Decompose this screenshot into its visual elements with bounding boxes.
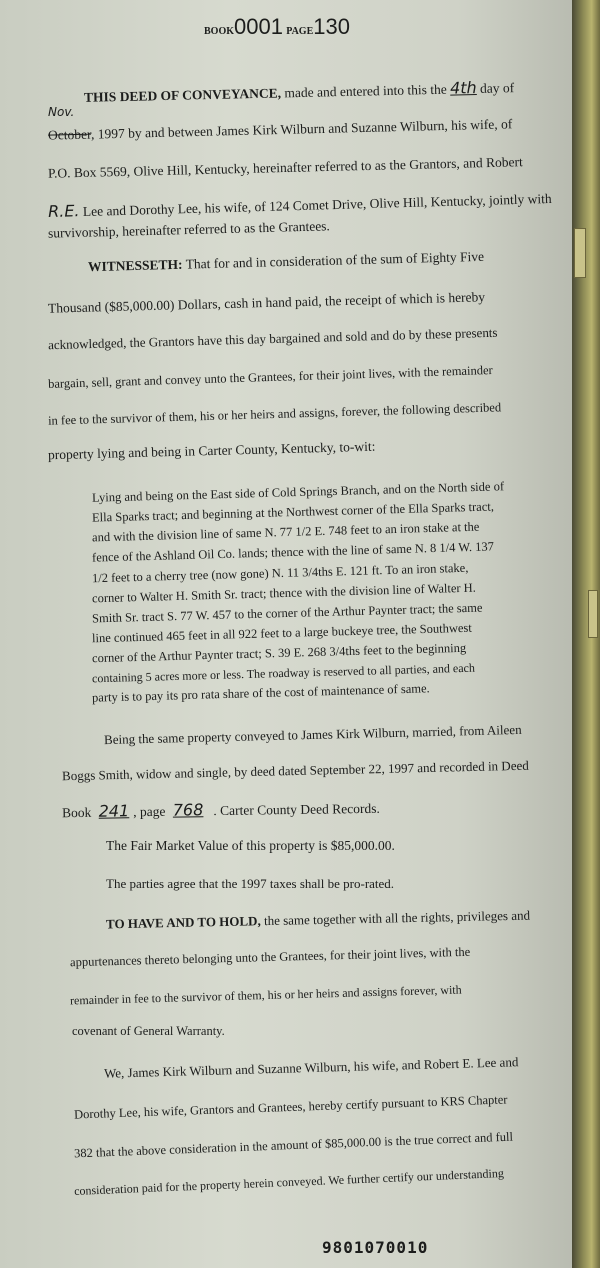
cert-line-3: 382 that the above consideration in the amount of $85,000.00 is the true correct and full — [73, 1129, 514, 1161]
witnesseth-heading: WITNESSETH: — [87, 256, 183, 275]
deed-line-9 — [48, 363, 493, 392]
deed-text: the same together with all the rights, privileges and — [260, 907, 531, 929]
desc-line-2: Ella Sparks tract; and beginning at the Northwest corner of the Ella Sparks tract, — [91, 499, 495, 525]
deed-text: survivorship, hereinafter referred to as the Grantees. — [47, 218, 331, 241]
deed-text: , 1997 by and between James Kirk Wilburn and Suzanne Wilburn, his wife, of — [90, 116, 513, 142]
deed-text: , page — [133, 803, 169, 820]
deed-text: P.O. Box 5569, Olive Hill, Kentucky, hereinafter referred to as the Grantors, and Robert — [47, 154, 523, 181]
document-number: 9801070010 — [322, 1238, 429, 1257]
page-tab — [574, 228, 586, 278]
habendum-heading: TO HAVE AND TO HOLD, — [105, 913, 261, 932]
habendum-line-2: appurtenances thereto belonging unto the Grantees, for their joint lives, with the — [69, 944, 471, 970]
handwritten-deed-page: 768 — [172, 800, 204, 820]
page-label: PAGE — [286, 26, 314, 37]
deed-line-2 — [48, 116, 513, 143]
handwritten-month — [48, 104, 74, 120]
cert-line-2: Dorothy Lee, his wife, Grantors and Grantees, hereby certify pursuant to KRS Chapter — [73, 1092, 508, 1122]
book-number: 0001 — [234, 14, 283, 39]
habendum-line-1 — [106, 908, 530, 933]
handwritten-initial: R.E. — [47, 201, 80, 222]
deed-text: day of — [476, 80, 515, 96]
habendum-line-4: covenant of General Warranty. — [72, 1024, 225, 1038]
handwritten-deed-book: 241 — [98, 801, 130, 821]
deed-text: That for and in consideration of the sum of Eighty Five — [182, 248, 485, 272]
taxes-statement: The parties agree that the 1997 taxes shall be pro-rated. — [106, 876, 395, 891]
desc-line-9: corner of the Arthur Paynter tract; S. 39 E. 268 3/4ths feet to the beginning — [91, 640, 467, 666]
source-line-1: Being the same property conveyed to James Kirk Wilburn, married, from Aileen — [103, 721, 522, 748]
deed-line-3 — [48, 154, 523, 182]
fair-market-value: The Fair Market Value of this property is $85,000.00. — [106, 838, 395, 853]
deed-text: Thousand ($85,000.00) Dollars, cash in hand paid, the receipt of which is hereby — [47, 289, 486, 316]
deed-line-10 — [48, 400, 501, 428]
deed-line-6 — [88, 249, 484, 275]
desc-line-4: fence of the Ashland Oil Co. lands; thence with the line of same N. 8 1/4 W. 137 — [91, 539, 495, 565]
desc-line-7: Smith Sr. tract S. 77 W. 457 to the corner of the Arthur Paynter tract; the same — [91, 600, 483, 626]
desc-line-3: and with the division line of same N. 77 1/2 E. 748 feet to an iron stake at the — [91, 519, 480, 545]
source-line-2: Boggs Smith, widow and single, by deed dated September 22, 1997 and recorded in Deed — [61, 757, 529, 784]
book-line — [62, 798, 380, 821]
desc-line-1: Lying and being on the East side of Cold Springs Branch, and on the North side of — [91, 479, 505, 505]
deed-line-8 — [48, 325, 498, 354]
deed-text: Lee and Dorothy Lee, his wife, of 124 Comet Drive, Olive Hill, Kentucky, jointly with — [79, 190, 552, 220]
deed-line-1 — [84, 77, 515, 106]
deed-line-7 — [48, 289, 485, 316]
deed-text: property lying and being in Carter County, Kentucky, to-wit: — [47, 438, 376, 463]
deed-text: . Carter County Deed Records. — [213, 800, 380, 819]
deed-text: made and entered into this the — [280, 81, 451, 101]
cert-line-1: We, James Kirk Wilburn and Suzanne Wilburn, his wife, and Robert E. Lee and — [103, 1054, 519, 1081]
habendum-line-3: remainder in fee to the survivor of them, his or her heirs and assigns forever, with — [69, 982, 462, 1008]
desc-line-5: 1/2 feet to a cherry tree (now gone) N. 11 3/4ths E. 121 ft. To an iron stake, — [91, 560, 469, 586]
deed-text: Book — [61, 804, 95, 821]
page-tab — [588, 590, 598, 638]
deed-line-4 — [48, 188, 552, 221]
deed-title: THIS DEED OF CONVEYANCE, — [83, 85, 282, 105]
deed-line-5 — [48, 218, 330, 241]
desc-line-8: line continued 465 feet in all 922 feet to a large buckeye tree, the Southwest — [91, 620, 472, 646]
book-page-header — [204, 14, 350, 40]
month-correction: Nov. — [48, 105, 75, 119]
desc-line-11: party is to pay its pro rata share of the cost of maintenance of same. — [91, 681, 430, 705]
desc-line-6: corner to Walter H. Smith Sr. tract; thence with the division line of Walter H. — [91, 580, 477, 606]
deed-text: acknowledged, the Grantors have this day bargained and sold and do by these presents — [47, 324, 498, 353]
cert-line-4: consideration paid for the property herein conveyed. We further certify our understanding — [73, 1166, 505, 1198]
desc-line-10: containing 5 acres more or less. The roadway is reserved to all parties, and each — [91, 660, 476, 686]
struck-month: October — [47, 126, 92, 143]
deed-text: bargain, sell, grant and convey unto the Grantees, for their joint lives, with the remainder — [47, 363, 493, 391]
book-label: BOOK — [204, 26, 235, 37]
deed-text: in fee to the survivor of them, his or her heirs and assigns, forever, the following described — [47, 400, 502, 428]
deed-line-11 — [48, 439, 376, 464]
page-number: 130 — [313, 14, 350, 39]
handwritten-day: 4th — [449, 77, 477, 98]
